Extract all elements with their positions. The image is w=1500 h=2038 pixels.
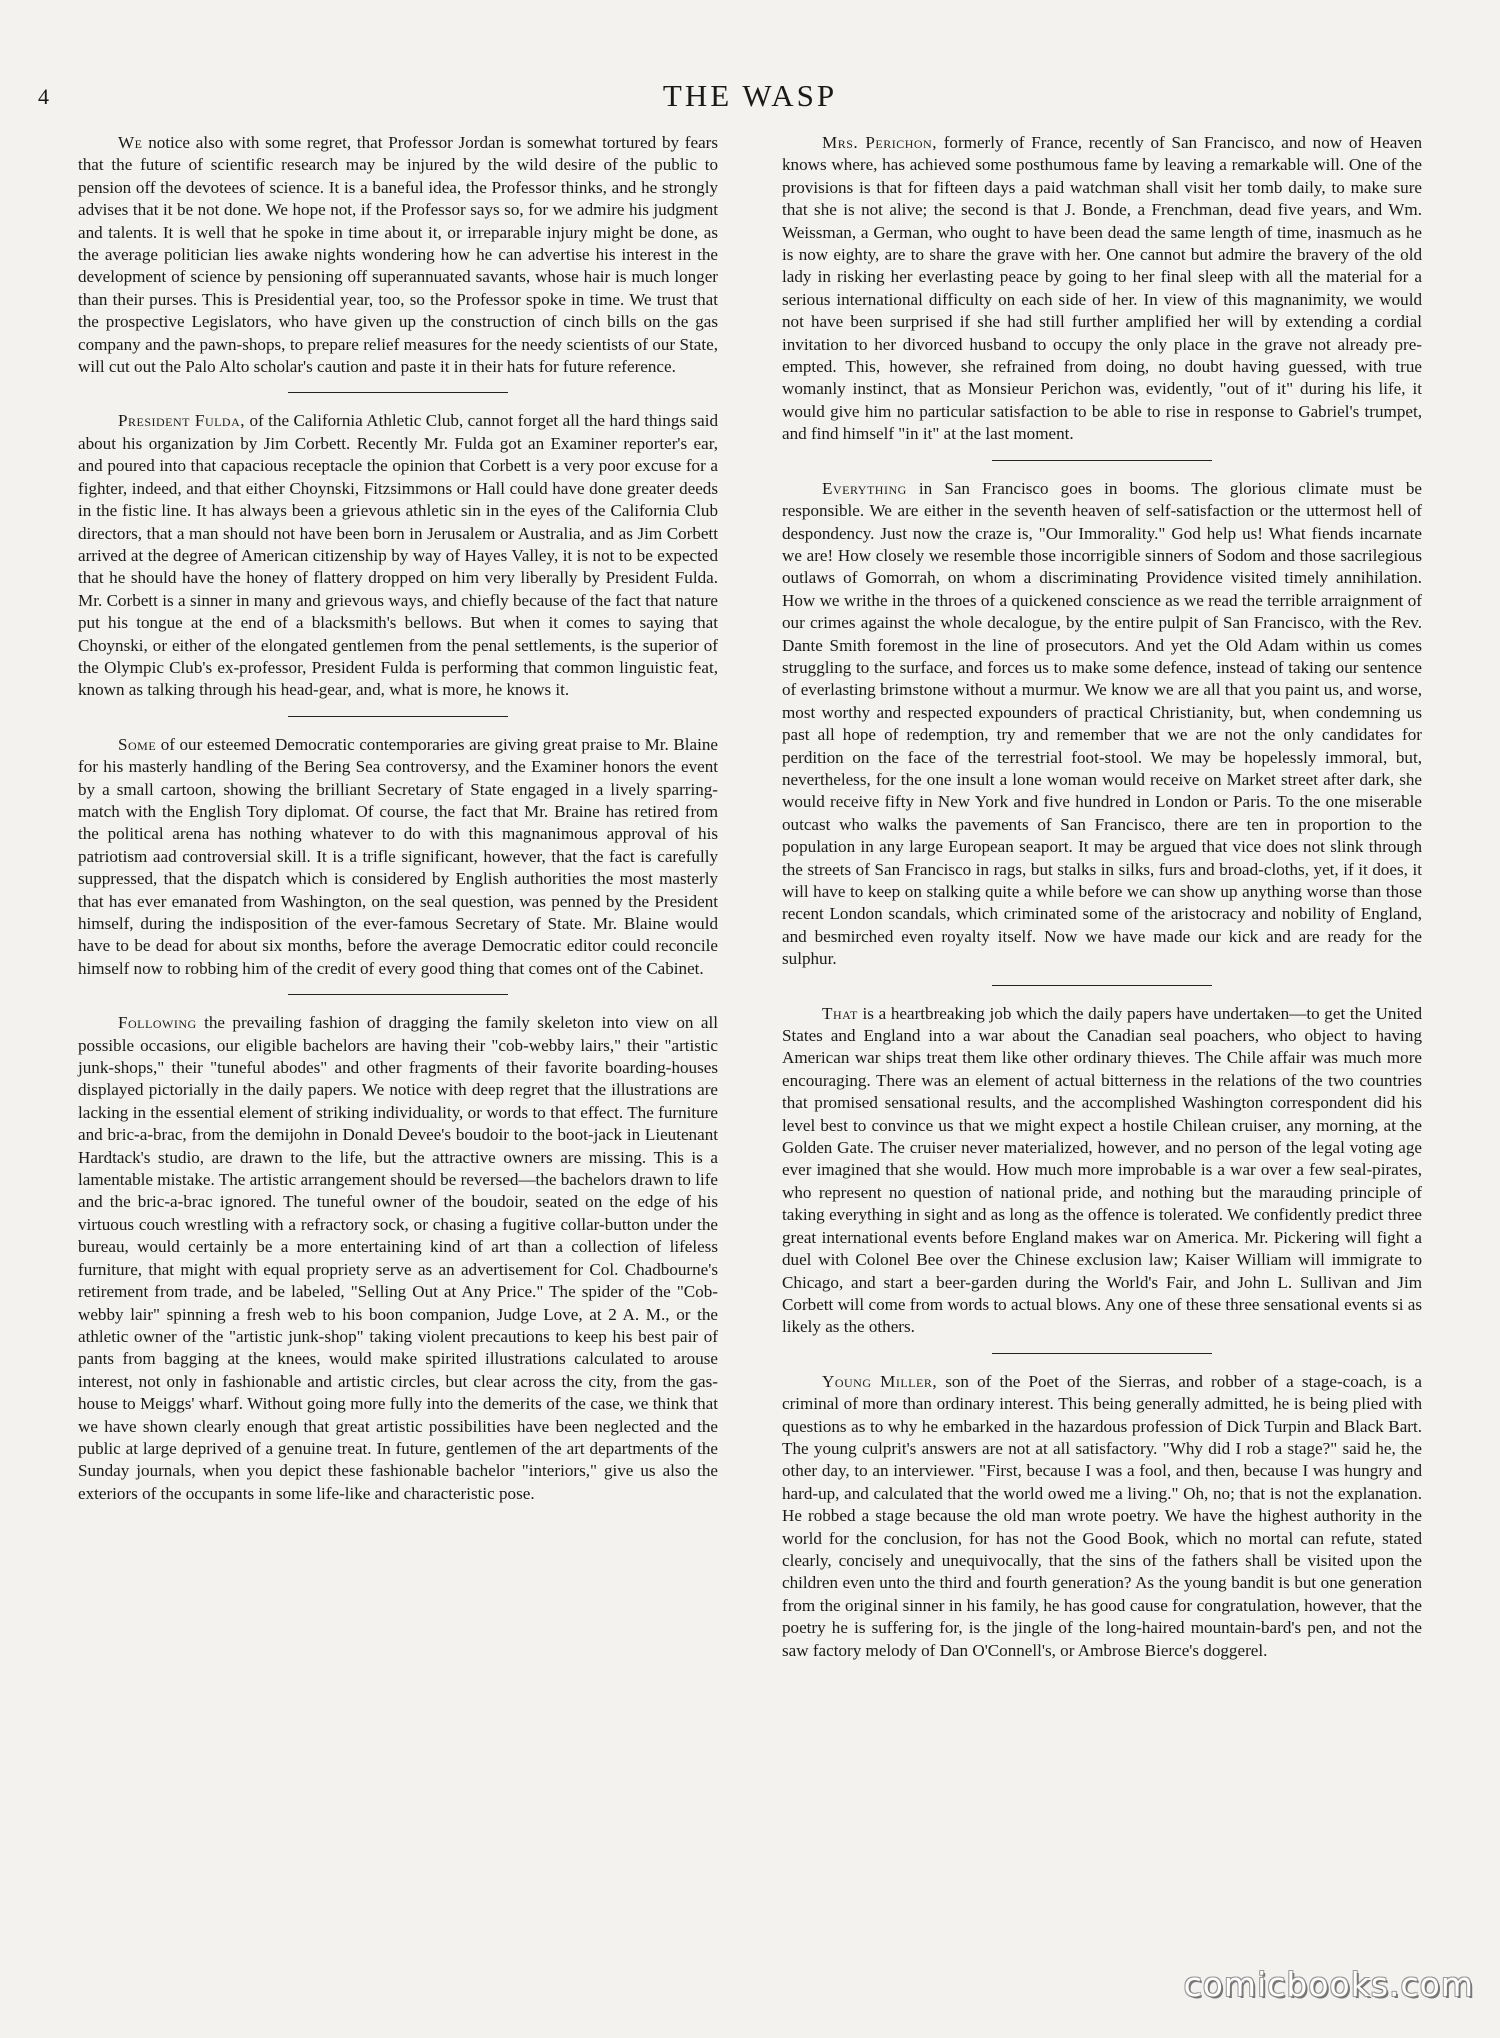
article-san-francisco-immorality (782, 478, 1422, 971)
article-fulda-corbett (78, 410, 718, 701)
lead-word: That (822, 1003, 858, 1023)
paragraph-body: formerly of France, recently of San Francisco, and now of Heaven knows where, has achieved some posthumous fame by leaving a remarkable will. One of the provisions is that for fifteen days a paid watchman shall visit her tomb daily, to make sure that she is not alive; the second is that J. Bonde, a Frenchman, dead five years, and Wm. Weissman, a German, who ought to have been dead the same length of time, inasmuch as he is now eighty, are to share the grave with her. One cannot but admire the bravery of the old lady in risking her everlasting peace by going to her final sleep with all the material for a serious international difficulty on each side of her. In view of this magnanimity, we would not have been surprised if she had still further amplified her will by extending a cordial invitation to her divorced husband to occupy the only place in the grave not already pre-empted. This, however, she refrained from doing, no doubt having guessed, with true womanly instinct, that as Monsieur Perichon was, evidently, "out of it" during his life, it would give him no particular satisfaction to be able to rise in response to Gabriel's trumpet, and find himself "in it" at the last moment. (782, 133, 1422, 444)
article-perichon-will (782, 132, 1422, 446)
lead-word: Some (118, 734, 157, 754)
section-divider (288, 994, 508, 995)
article-jordan-science (78, 132, 718, 378)
section-divider (992, 1353, 1212, 1354)
paragraph-body: the prevailing fashion of dragging the family skeleton into view on all possible occasions, our eligible bachelors are having their "cob-webby lairs," their "artistic junk-shops," their "tuneful abodes" and other fragments of their favorite boarding-houses displayed pictorially in the daily papers. We notice with deep regret that the illustrations are lacking in the essential element of striking individuality, or words to that effect. The furniture and bric-a-brac, from the demijohn in Donald Devee's boudoir to the boot-jack in Lieutenant Hardtack's studio, are drawn to the life, but the attractive owners are missing. This is a lamentable mistake. The artistic arrangement should be reversed—the bachelors drawn to life and the bric-a-brac ignored. The tuneful owner of the boudoir, seated on the edge of his virtuous couch wrestling with a refractory sock, or chasing a fugitive collar-button under the bureau, would certainly be a more entertaining kind of art than a collection of lifeless furniture, that might with equal propriety serve as an advertisement for Col. Chadbourne's retirement from trade, and be labeled, "Selling Out at Any Price." The spider of the "Cob-webby lair" spinning a fresh web to his boon companion, Judge Love, at 2 A. M., or the athletic owner of the "artistic junk-shop" taking violent precautions to keep his best pair of pants from bagging at the knees, would make spirited illustrations calculated to arouse interest, not only in fashionable and artistic circles, but clear across the city, from the gas-house to Meiggs' wharf. Without going more fully into the demerits of the case, we think that we have shown clearly enough that great artistic possibilities have been neglected and the public at large deprived of a genuine treat. In future, gentlemen of the art departments of the Sunday journals, when you depict these fashionable bachelor "interiors," give us also the exteriors of the occupants in some life-like and characteristic pose. (78, 1013, 718, 1503)
lead-word: Everything (822, 478, 907, 498)
section-divider (992, 460, 1212, 461)
lead-word: Mrs. Perichon, (822, 133, 937, 152)
lead-word: Young Miller, (822, 1371, 938, 1391)
lead-word: Following (118, 1013, 197, 1033)
right-column (782, 132, 1422, 1922)
lead-word: We (118, 133, 143, 152)
article-columns (78, 132, 1422, 1922)
paragraph-body: is a heartbreaking job which the daily papers have undertaken—to get the United States and England into a war about the Canadian seal poachers, who object to having American war ships treat them like other ordinary thieves. The Chile affair was much more encouraging. There was an element of actual bitterness in the relations of the two countries that promised sensational results, and the accomplished Washington correspondent did his level best to convince us that we might expect a hostile Chilean cruiser, any morning, at the Golden Gate. The cruiser never materialized, however, and no person of the legal voting age ever imagined that she would. How much more improbable is a war over a few seal-pirates, who represent no question of national pride, and nothing but the marauding principle of taking everything in sight and as long as the offence is tolerated. We confidently predict three great international events before England makes war on America. Mr. Pickering will fight a duel with Colonel Bee over the Chinese exclusion law; Kaiser William will immigrate to Chicago, and start a beer-garden during the World's Fair, and John L. Sullivan and Jim Corbett will come from words to actual blows. Any one of these three sensational events si as likely as the others. (782, 1003, 1422, 1337)
left-column (78, 132, 718, 1922)
article-seal-poachers-war (782, 1003, 1422, 1339)
section-divider (288, 392, 508, 393)
article-young-miller (782, 1371, 1422, 1662)
masthead-title: THE WASP (662, 78, 838, 113)
paragraph-body: son of the Poet of the Sierras, and robber of a stage-coach, is a criminal of more than ordinary interest. This being generally admitted, he is being plied with questions as to why he embarked in the hazardous profession of Dick Turpin and Black Bart. The young culprit's answers are not at all satisfactory. "Why did I rob a stage?" said he, the other day, to an interviewer. "First, because I was a fool, and then, because I was hungry and hard-up, and calculated that the world owed me a living." Oh, no; that is not the explanation. He robbed a stage because the old man wrote poetry. We have the highest authority in the world for the conclusion, for has not the Good Book, which no mortal can refute, stated clearly, concisely and unequivocally, that the sins of the fathers shall be visited upon the children even unto the third and fourth generation? As the young bandit is but one generation from the original sinner in his family, he has good cause for congratulation, however, that the poetry he is suffering for, is the jingle of the long-haired mountain-bard's pen, and not the saw factory melody of Dan O'Connell's, or Ambrose Bierce's doggerel. (782, 1371, 1423, 1660)
section-divider (992, 985, 1212, 986)
paragraph-body: of the California Athletic Club, cannot forget all the hard things said about his organization by Jim Corbett. Recently Mr. Fulda got an Examiner reporter's ear, and poured into that capacious receptacle the opinion that Corbett is a very poor excuse for a fighter, indeed, and that either Choynski, Fitzsimmons or Hall could have done greater deeds in the fistic line. It has always been a grievous athletic sin in the eyes of the California Club directors, that a man should not have been born in Jerusalem or Australia, and as Jim Corbett arrived at the degree of American citizenship by way of Hayes Valley, it is not to be expected that he should have the honey of flattery dropped on him very liberally by President Fulda. Mr. Corbett is a sinner in many and grievous ways, and chiefly because of the fact that nature put his tongue at the end of a blacksmith's bellows. But when it comes to saying that Choynski, or either of the elongated gentlemen from the penal settlements, is the superior of the Olympic Club's ex-professor, President Fulda is performing that common linguistic feat, known as talking through his head-gear, and, what is more, he knows it. (78, 411, 718, 700)
page-number: 4 (38, 84, 49, 109)
section-divider (288, 716, 508, 717)
paragraph-body: notice also with some regret, that Professor Jordan is somewhat tortured by fears that the future of scientific research may be injured by the wild desire of the public to pension off the devotees of science. It is a baneful idea, the Professor thinks, and he strongly advises that it be not done. We hope not, if the Professor says so, for we admire his judgment and talents. It is well that he spoke in time about it, or irreparable injury might be done, as the average politician lies awake nights wondering how he can advertise his interest in the development of science by pensioning off superannuated savants, whose hair is much longer than their purses. This is Presidential year, too, so the Professor spoke in time. We trust that the prospective Legislators, who have given up the construction of cinch bills on the gas company and the pawn-shops, to prepare relief measures for the needy scientists of our State, will cut out the Palo Alto scholar's caution and paste it in their hats for future reference. (78, 133, 718, 377)
lead-word: President Fulda, (118, 411, 246, 431)
paragraph-body: in San Francisco goes in booms. The glorious climate must be responsible. We are either in the seventh heaven of self-satisfaction or the uttermost hell of despondency. Just now the craze is, "Our Immorality." God help us! What fiends incarnate we are! How closely we resemble those incorrigible sinners of Sodom and those sacrilegious outlaws of Gomorrah, on whom a discriminating Providence visited timely annihilation. How we writhe in the throes of a quickened conscience as we read the terrible arraignment of our crimes against the whole decalogue, by the entire pulpit of San Francisco, with the Rev. Dante Smith foremost in the line of prosecutors. And yet the Old Adam within us comes struggling to the surface, and forces us to make some defence, instead of taking our sentence of everlasting brimstone without a murmur. We know we are all that you paint us, and worse, most worthy and respected expounders of practical Christianity, but, when condemning us past all hope of redemption, try and remember that we are not the only candidates for perdition on the face of the terrestrial foot-stool. We may be hopelessly immoral, but, nevertheless, for the one insult a lone woman would receive on Market street after dark, she would receive fifty in New York and five hundred in London or Paris. To the one miserable outcast who walks the pavements of San Francisco, there are ten in proportion to the population in any large European seaport. It may be argued that vice does not slink through the streets of San Francisco in rags, but stalks in silks, furs and broad-cloths, yet, if it does, it will have to keep on stalking quite a while before we can show up anything worse than those recent London scandals, which criminated some of the aristocracy and nobility of England, and besmirched even royalty itself. Now we have made our kick and are ready for the sulphur. (782, 478, 1422, 969)
paragraph-body: of our esteemed Democratic contemporaries are giving great praise to Mr. Blaine for his masterly handling of the Bering Sea controversy, and the Examiner honors the event by a small cartoon, showing the brilliant Secretary of State engaged in a lively sparring-match with the English Tory diplomat. Of course, the fact that Mr. Braine has retired from the political arena has nothing whatever to do with this magnanimous approval of his patriotism aad controversial skill. It is a trifle significant, however, that the fact is carefully suppressed, that the dispatch which is considered by English authorities the most masterly that has ever emanated from Washington, on the seal question, was penned by the President himself, during the indisposition of the ever-famous Secretary of State. Mr. Blaine would have to be dead for about six months, before the average Democratic editor could reconcile himself now to robbing him of the credit of every good thing that comes ont of the Cabinet. (78, 734, 718, 978)
article-bachelors-lairs (78, 1012, 718, 1505)
watermark: comicbooks.com (1183, 1965, 1474, 2004)
article-blaine-bering-sea (78, 734, 718, 980)
